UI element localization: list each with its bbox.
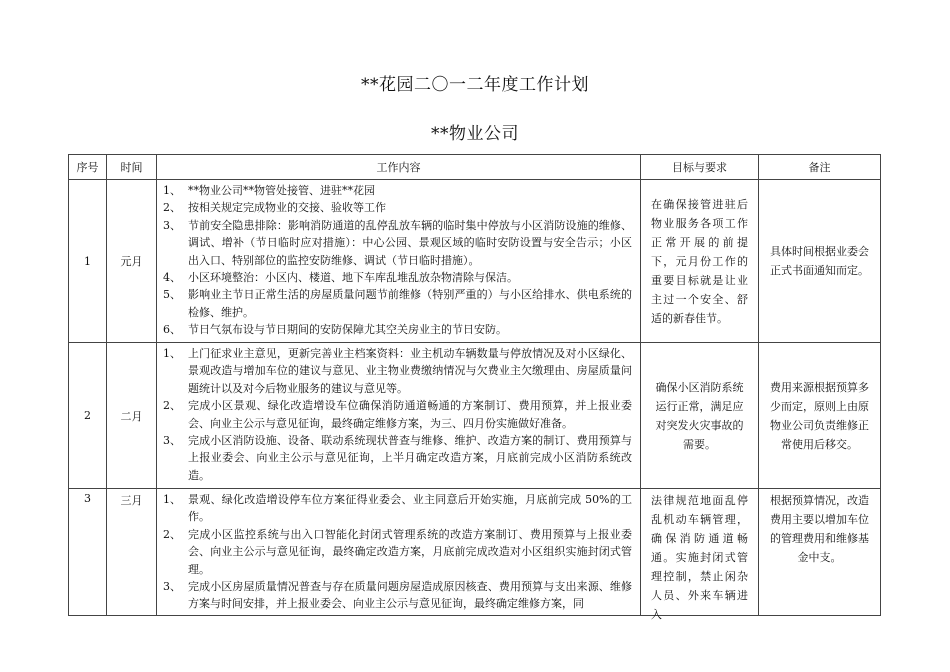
row-time: 三月 [107,489,157,616]
list-item: 6、 节日气氛布设与节日期间的安防保障尤其空关房业主的节日安防。 [163,323,507,337]
row-index: 1 [69,180,107,343]
row-index: 2 [69,343,107,489]
work-plan-table [68,154,881,621]
document-title: **花园二〇一二年度工作计划 [361,75,589,95]
list-item: 3、 节前安全隐患排除：影响消防通道的乱停乱放车辆的临时集中停放与小区消防设施的维修、调试、增补（节日临时应对措施）：中心公园、景观区域的临时安防设置与安全告示；小区出入口、特别部位的监控安防维修、调试（节日临时措施）。 [163,218,632,267]
list-item: 1、 景观、绿化改造增设停车位方案征得业委会、业主同意后开始实施，月底前完成 50%的工作。 [163,493,632,524]
list-item: 3、 完成小区房屋质量情况普查与存在质量问题房屋造成原因核查、费用预算与支出来源、维修方案与时间安排，并上报业委会、向业主公示与意见征询，最终确定维修方案，同 [163,580,632,611]
table-row [69,343,881,489]
list-item: 5、 影响业主节日正常生活的房屋质量问题节前维修（特别严重的）与小区给排水、供电系统的检修、维护。 [163,288,632,319]
row-content [157,343,641,489]
list-item: 1、 **物业公司**物管处接管、进驻**花园 [163,184,375,197]
row-content [157,489,641,616]
header-goal: 目标与要求 [641,155,759,180]
header-content: 工作内容 [157,155,641,180]
row-time: 元月 [107,180,157,343]
row-goal: 确保小区消防系统运行正常，满足应对突发火灾事故的需要。 [641,343,759,489]
list-item: 2、 完成小区监控系统与出入口智能化封闭式管理系统的改造方案制订、费用预算与上报业委会、向业主公示与意见征询，最终确定改造方案，月底前完成改造对小区组织实施封闭式管理。 [163,527,632,576]
row-goal: 在确保接管进驻后物业服务各项工作正常开展的前提下，元月份工作的重要目标就是让业主过一个安全、舒适的新春佳节。 [641,180,759,343]
document-subtitle: **物业公司 [431,124,519,144]
row-goal: 法律规范地面乱停乱机动车辆管理，确保消防通道畅通。实施封闭式管理控制，禁止闲杂人员、外来车辆进入 [641,489,759,616]
row-time: 二月 [107,343,157,489]
row-note: 费用来源根据预算多少而定，原则上由原物业公司负责维修正常使用后移交。 [759,343,881,489]
table-header-row [69,155,881,180]
header-time: 时间 [107,155,157,180]
table-row [69,489,881,616]
row-content [157,180,641,343]
row-note: 具体时间根据业委会正式书面通知而定。 [759,180,881,343]
list-item: 1、 上门征求业主意见，更新完善业主档案资料：业主机动车辆数量与停放情况及对小区绿化、景观改造与增加车位的建议与意见、业主物业费缴纳情况与欠费业主欠缴理由、房屋质量问题统计以及对今后物业服务的建议与意见等。 [163,347,632,395]
header-index: 序号 [69,155,107,180]
list-item: 4、 小区环境整治：小区内、楼道、地下车库乱堆乱放杂物清除与保洁。 [163,271,518,285]
row-note: 根据预算情况，改造费用主要以增加车位的管理费用和维修基金中支。 [759,489,881,616]
list-item: 3、 完成小区消防设施、设备、联动系统现状普查与维修、维护、改造方案的制订、费用预算与上报业委会、向业主公示与意见征询，上半月确定改造方案，月底前完成小区消防系统改造。 [163,434,632,482]
header-note: 备注 [759,155,881,180]
list-item: 2、 完成小区景观、绿化改造增设车位确保消防通道畅通的方案制订、费用预算，并上报业委会、向业主公示与意见征询，最终确定维修方案，为三、四月份实施做好准备。 [163,399,632,430]
table-row [69,180,881,343]
list-item: 2、 按相关规定完成物业的交接、验收等工作 [163,201,386,215]
row-index: 3 [69,489,107,616]
